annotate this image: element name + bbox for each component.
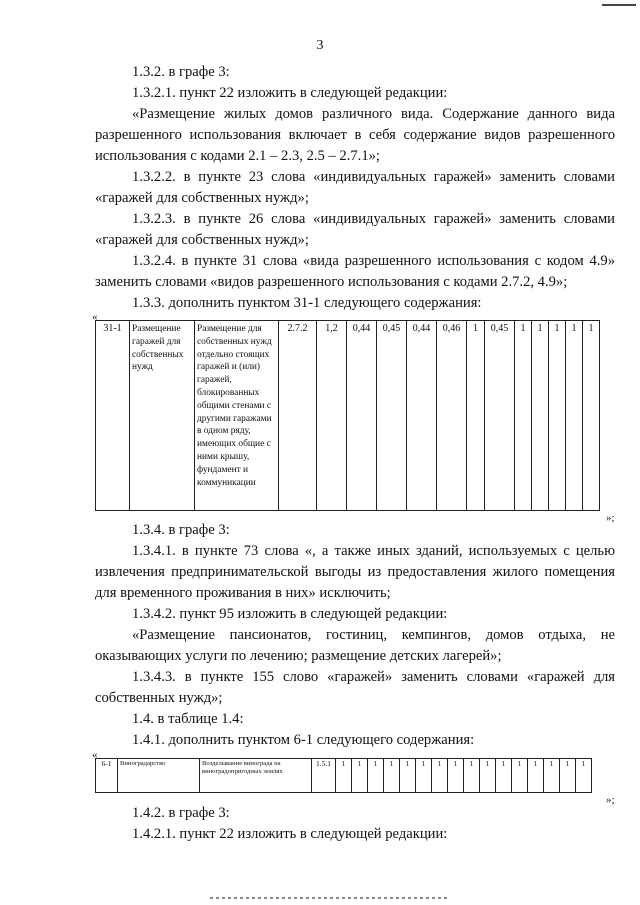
table1-open-quote: «	[92, 311, 98, 323]
value-cell: 1	[416, 759, 432, 793]
row-name: Размещение гаражей для собственных нужд	[130, 321, 195, 511]
row-description: Размещение для собственных нужд отдельно стоящих гаражей и (или) гаражей, блокированных общими стенами с другими гаражами в одном ряду, имеющих общие с ними крышу, фундамент и коммуникации	[195, 321, 279, 511]
paragraph: использования с кодами 2.1 – 2.3, 2.5 – 2.7.1»;	[95, 148, 380, 164]
paragraph: «гаражей для собственных нужд»;	[95, 232, 309, 248]
value-cell: 0,44	[347, 321, 377, 511]
paragraph: для временного проживания в них» исключить;	[95, 585, 391, 601]
paragraph: 1.4.1. дополнить пунктом 6-1 следующего содержания:	[132, 732, 475, 748]
table2-open-quote: «	[92, 749, 98, 761]
value-cell: 1	[368, 759, 384, 793]
paragraph: 1.3.4. в графе 3:	[132, 522, 230, 538]
paragraph: 1.3.2.4. в пункте 31 слова «вида разрешенного использования с кодом 4.9»	[132, 253, 615, 269]
paragraph: заменить словами «видов разрешенного использования с кодами 2.7.2, 4.9»;	[95, 274, 568, 290]
paragraph: 1.3.2.2. в пункте 23 слова «индивидуальных гаражей» заменить словами	[132, 169, 615, 185]
table-row	[96, 321, 600, 511]
value-cell: 1	[532, 321, 549, 511]
value-cell: 1	[515, 321, 532, 511]
value-cell: 1	[480, 759, 496, 793]
paragraph: «Размещение жилых домов различного вида. Содержание данного вида	[132, 106, 615, 122]
value-cell: 1	[583, 321, 600, 511]
value-cell: 1	[464, 759, 480, 793]
corner-mark	[602, 4, 636, 6]
table1-close-mark: »;	[606, 512, 615, 524]
value-cell: 1,2	[317, 321, 347, 511]
value-cell: 1	[384, 759, 400, 793]
row-name: Виноградарство	[118, 759, 200, 793]
row-code: 2.7.2	[279, 321, 317, 511]
page-number: 3	[316, 38, 324, 53]
paragraph: «гаражей для собственных нужд»;	[95, 190, 309, 206]
table-row	[96, 759, 592, 793]
scan-artifact-line	[210, 897, 450, 899]
paragraph: извлечения предпринимательской выгоды из предоставления жилого помещения	[95, 564, 615, 580]
table2-close-mark: »;	[606, 794, 615, 806]
row-number: 6-1	[96, 759, 118, 793]
value-cell: 1	[560, 759, 576, 793]
value-cell: 1	[400, 759, 416, 793]
row-description: Возделывание винограда на виноградопригодных землях	[200, 759, 312, 793]
paragraph: собственных нужд»;	[95, 690, 223, 706]
value-cell: 1	[528, 759, 544, 793]
paragraph: 1.3.4.2. пункт 95 изложить в следующей редакции:	[132, 606, 448, 622]
paragraph: разрешенного использования включает в себя содержание видов разрешенного	[95, 127, 615, 143]
value-cell: 0,45	[377, 321, 407, 511]
table-6-1	[95, 758, 592, 793]
paragraph: 1.4. в таблице 1.4:	[132, 711, 244, 727]
value-cell: 1	[336, 759, 352, 793]
row-number: 31-1	[96, 321, 130, 511]
value-cell: 1	[512, 759, 528, 793]
paragraph: 1.4.2. в графе 3:	[132, 805, 230, 821]
value-cell: 1	[496, 759, 512, 793]
paragraph: 1.3.4.3. в пункте 155 слово «гаражей» заменить словами «гаражей для	[132, 669, 615, 685]
value-cell: 1	[576, 759, 592, 793]
value-cell: 1	[432, 759, 448, 793]
table-31-1	[95, 320, 600, 511]
value-cell: 1	[549, 321, 566, 511]
value-cell: 1	[352, 759, 368, 793]
paragraph: 1.3.2.1. пункт 22 изложить в следующей редакции:	[132, 85, 448, 101]
row-code: 1.5.1	[312, 759, 336, 793]
value-cell: 1	[467, 321, 485, 511]
value-cell: 0,46	[437, 321, 467, 511]
value-cell: 1	[566, 321, 583, 511]
paragraph: 1.3.2. в графе 3:	[132, 64, 230, 80]
paragraph: «Размещение пансионатов, гостиниц, кемпингов, домов отдыха, не	[132, 627, 615, 643]
paragraph: 1.3.4.1. в пункте 73 слова «, а также иных зданий, используемых с целью	[132, 543, 615, 559]
value-cell: 0,44	[407, 321, 437, 511]
paragraph: 1.3.3. дополнить пунктом 31-1 следующего содержания:	[132, 295, 482, 311]
value-cell: 1	[544, 759, 560, 793]
value-cell: 0,45	[485, 321, 515, 511]
paragraph: 1.3.2.3. в пункте 26 слова «индивидуальных гаражей» заменить словами	[132, 211, 615, 227]
value-cell: 1	[448, 759, 464, 793]
paragraph: 1.4.2.1. пункт 22 изложить в следующей редакции:	[132, 826, 448, 842]
paragraph: оказывающих услуги по лечению; размещение детских лагерей»;	[95, 648, 502, 664]
